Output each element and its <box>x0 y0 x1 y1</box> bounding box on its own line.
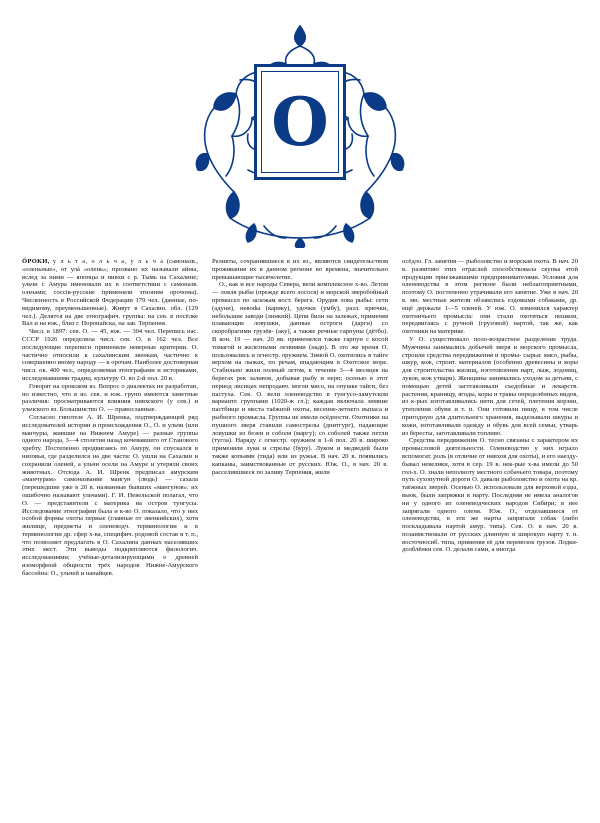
entry-headword: ÓРОКИ, <box>22 258 50 265</box>
dropcap-frame <box>254 64 346 180</box>
text-columns <box>22 258 578 578</box>
column-1 <box>22 258 198 578</box>
entry-lead-paragraph <box>22 258 198 328</box>
paragraph: У О. существовало поло-возрастное разделение труда. Мужчины занимались добычей зверя и морского промысла, строили средства передвижения и промы- сырья: мясо, рыбы, шкур, кож, строит. материалов (особенно древесины и коры для строительства жилищ, изготовления нарт, лыж, лодовиц, луков, кож утвари). Женщины занимались уходом за детьми, с помощью детей заготавливали съедобные и лекарств. растения, кранищу, ягоды, коры и травы определённых видов, из к-рых изготавливались нити для сетей, плетения корзин, утепления обуви и т. п. Они готовили пищу, в том числе пригодную для длительного хранения, выделывали шкуры и кожи, изготавливали одежду и обувь для всей семьи, утварь из бересты, заготавливали топливо. <box>402 335 578 437</box>
paragraph: О., как и все народы Севера, вели комплексное х-во. Летом — ловля рыбы (прежде всего лосося) и морской зверобойный промысел по залежам вост. берега. Орудия лова рыбы: сети (адуни), невоdы (карику), удочки (умбу), разл. крючки, небольшие заводи (линкнй). Цепи били на залежах, применяя плавающие ловушки, данные остроги (дарги) со скоробрагими грузёв- (аку), а также речные гарпуны (дётбо). В кон. 19 — нач. 20 вв. применялся также гарпун с косой томагой и железными лезвиями (надо). В это же время О. пользовались и огнестр. оружием. Зимой О. охотились в тайге верхом на лыжах, по речам, впадающим в Охотское море. Стабильно жили полный летом, в течение 3—4 месяцев на берегах рек заливов, добывая рыбу и нерп; осенью в этот период лисицах непродавч. могли мясо, на опушке тайги, без пастуха. Сев. О. вели оленеводство в тунгусо-ламутском варианте группами (1020-ж гл.); каждая включала зимние пастбище и места таёжной охоты, весенне-летнего выпаса и рыбного промысла. Группы не имели осёдности. Охотники на пушного зверя ставили самострелы (днитгург), падающие ловушки из безеи и соболя (маргу): со соболей также петли (тугла). Наряду с огнестр. оружием в 1-й пол. 20 в. широко применяли луки и стрелы (буру). Луком и медведей были также копьями (тида) или из ружья. В нач. 20 в. появились капканы, заимствованные от русских. Юж. О., в нач. 20 в. расселившиеся по заливу Терпения, жили <box>212 281 388 476</box>
column-3 <box>402 258 578 578</box>
paragraph: Говорят на орокском яз. Вопрос о диалектах не разработан, но известно, что в яз. сев. и юж. групп имеются заметные различия: просматриваются влияния нивхского (у сев.) и ульчского яз. Большинство О. — православные. <box>22 382 198 414</box>
paragraph: Реликты, сохранившиеся в их яз., являются свидетельством проживания их в данном регионе во времена, значительно превышающие тысячелетие. <box>212 258 388 281</box>
decorative-header <box>22 18 578 250</box>
entry-lead-text: (самоназв., «оленьные», от улá «олень»; прозвано их называли айны, вслед за ними — японцы и нивхи с р. Тымь на Сахалине; ульчи с Амура именовали их в соответствии с самоназв. ольчами; соссiв-русские применяли этноним орочоны). Численность в Российской Федерации 179 чел. (данные, по-видимому, преуменьшенные). Живут в Сахалин. обл. (129 чел.). Делятся на две этнографич. группы: на сев. в посёлке Вал и на юж., близ г. Поронайска, на зав. Терпения. <box>22 258 198 328</box>
paragraph: Средства передвижения О. тесно связаны с характером их промысловой деятельности. Оленеводство у них играло вспомогат. роль (в отличие от нивхов для охоты), и его наезду-бывал невелики, хотя в сер. 19 в. нек-рые х-ва имели до 50 гол-х. О. знали неполноту местного собачьего товара, поэтому путь сухопутной дороги О. давали рыболовство и охота на кр. таёжных зверей. Осенью О. использовали для верховой езды, вьюк, были запряжки в нарту. Последняя не имела аналогов ни у одного из оленеводческих народов Сибири; в нее запрягали одного оленя. Юж. О., отделавшиеся от оленеводства, в эти же нарты запрягали собак (либо поскладывала нартой амур. типа). Сев. О. в нач. 20 в. позаимствовали от русских длинную и широкую нарту т. н. восточносиб. типа, применяя её для перевозок грузов. Лодки-долблёнки сев. О. делали сами, а иногда <box>402 437 578 554</box>
paragraph: осёдло. Гл. занятия — рыболовство и морская охота. В нач. 20 в. развитию этих отраслей способствовала скупка этой продукции приезжавшими предпринимателями. Условия для оленеводства в этом регионе были неблагоприятными, поэтому О. постепенно утрачивали его занятие. Уже в нач. 20 в. мн. местные жители обзавелись ездовыми собаками, др. ещё держали 1—5 оленей. У юж. О. изменился характер охотничьего промысла: они стали охотиться пешком, передвигаясь с ручной (грузовой) нартой, так же, как охотники на материке. <box>402 258 578 336</box>
column-2 <box>212 258 388 578</box>
paragraph: Числ. в 1897: сев. О. — 45, юж. — 304 чел. Перепись нас. СССР 1926 определила числ. сев. О. в 162 чел. Все последующие переписи применяли неверные критерии. О. частично относили к сахалинским эвенкам, частично к совершенно иному народу — к орочам. Наиболее достоверная числ. ок. 400 чел., определяемая этнографами и историками, исследовавшими традиц. культуру О. во 2-й пол. 20 в. <box>22 328 198 382</box>
entry-variants: у л ь т а, о л ь ч а, у л ь ч а <box>52 258 164 265</box>
paragraph: Согласно гипотезе А. И. Шренка, подтверждающей ряд исследователей истории и происхождения О., О. и ульчи (или манчуры, жившие на Нижнем Амуре) — разные группы одного народа, 3—4 столетия назад кочевавшего от Станового хребту. Постепенно продвигаясь по Амуру, он спускался в низовья, где разделился на две части: О. ушли на Сахалин и сохранили оленей, а ульчи осели на Амуре и утеряли своих животных. Отсюда А. И. Шренк предписал амурским «манчурам» самоназвание мангун (людь) — сахала (перешедшие уже в 20 в. названные бывших «мангунов»: их ошибочно называют ульчами). Г. И. Невельской полагал, что О. — представители с материка на остров тунгусы. Исследование этнографии была и к-во О. показало, что у них особой формы охоты первые (главные от эвенкийских), хотя жилище, предметы и оленеводч. терминологии и в терминологии др. сфер х-ва, специфич. родовой состав и т. п., что позволяет предлагать в О. Сахалина данных населявших этих мест. Эти выводы подкрепляются филологич. исследованиями; учёные-детализирующими о древней изоморфной общности трёх народов Нижне-Амурского бассейна: О., ульчей и нанайцев. <box>22 413 198 577</box>
dropcap-letter: О <box>271 83 329 161</box>
